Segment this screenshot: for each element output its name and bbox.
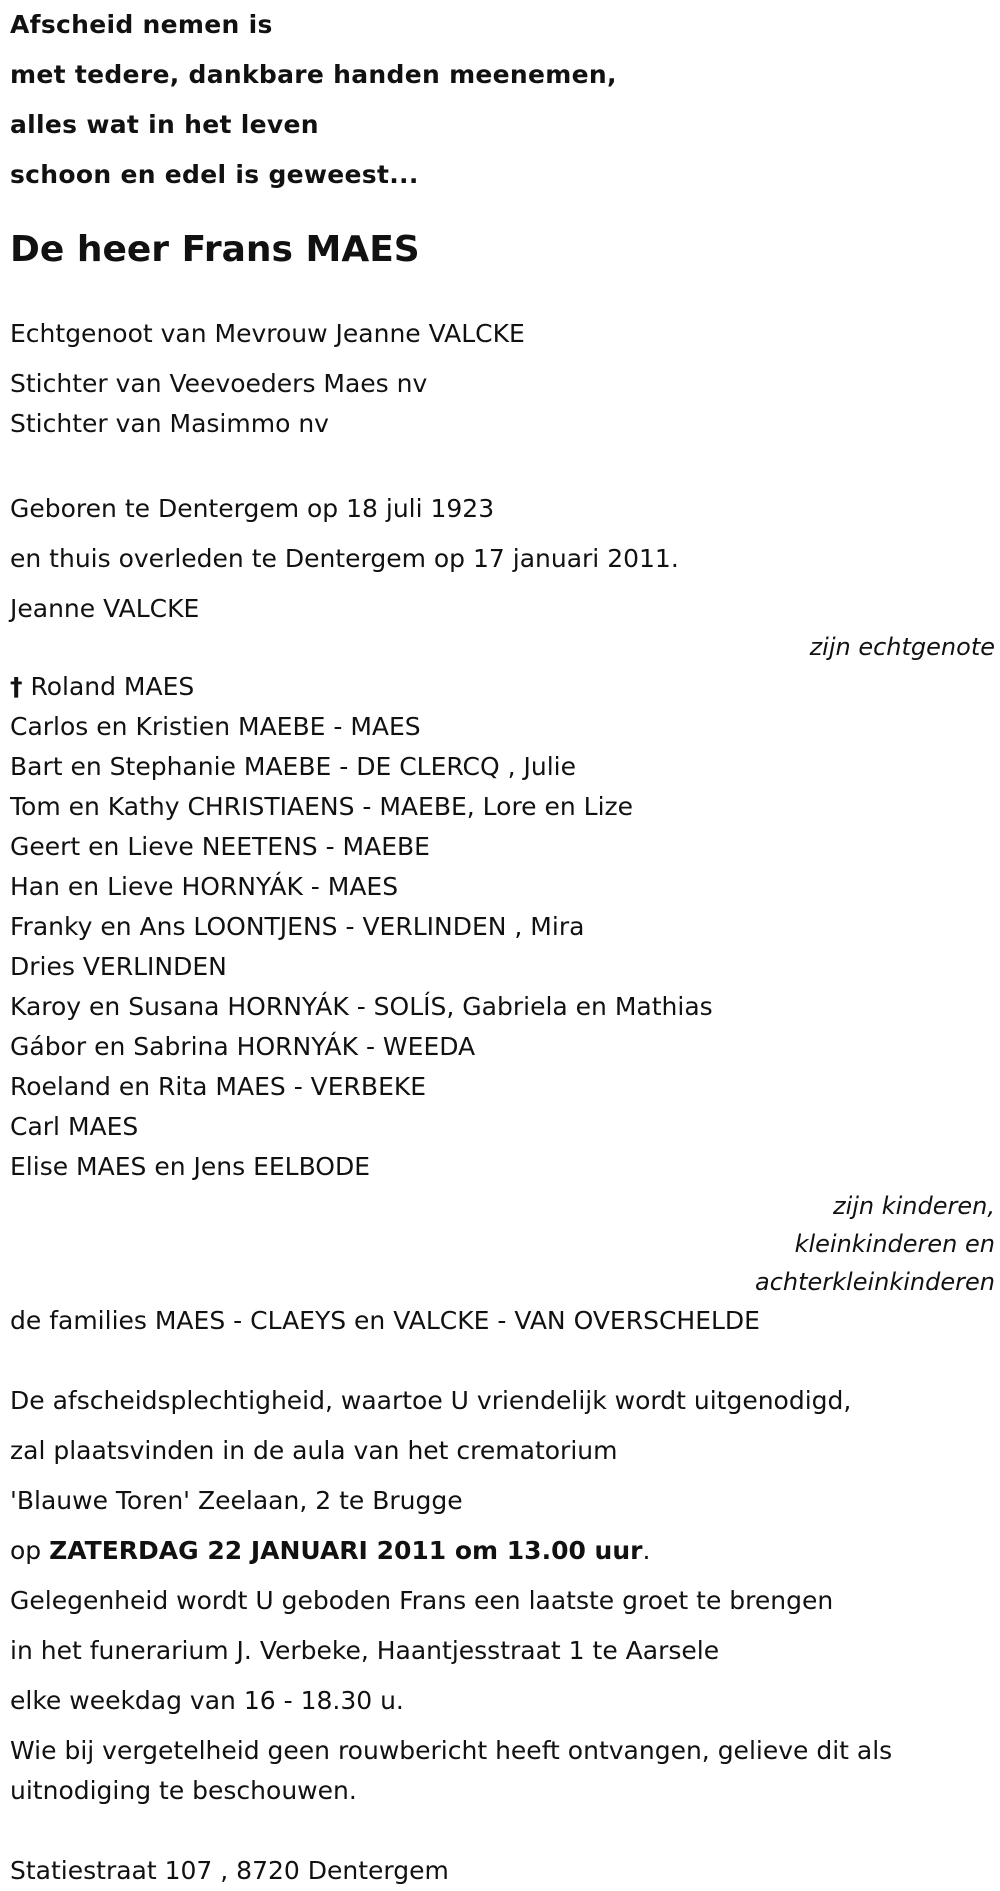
visit-line: elke weekdag van 16 - 18.30 u.	[10, 1686, 404, 1715]
poem	[10, 0, 995, 200]
page-title: De heer Frans MAES	[10, 229, 420, 270]
ceremony-line: zal plaatsvinden in de aula van het crematorium	[10, 1436, 618, 1465]
visit-line: in het funerarium J. Verbeke, Haantjesstraat 1 te Aarsele	[10, 1636, 720, 1665]
date-prefix: op	[10, 1536, 42, 1565]
spouse-name: Jeanne VALCKE	[10, 594, 200, 623]
list-item: Geert en Lieve NEETENS - MAEBE	[10, 832, 430, 861]
death-line: en thuis overleden te Dentergem op 17 januari 2011.	[10, 544, 679, 573]
child-deceased-line	[10, 667, 995, 707]
poem-line: alles wat in het leven	[10, 110, 319, 139]
ceremony-date-line	[10, 1531, 995, 1571]
spouse-line: Echtgenoot van Mevrouw Jeanne VALCKE	[10, 319, 525, 348]
list-item: Han en Lieve HORNYÁK - MAES	[10, 872, 399, 901]
poem-line: schoon en edel is geweest...	[10, 160, 419, 189]
notice-text: Wie bij vergetelheid geen rouwbericht heeft ontvangen, gelieve dit als uitnodiging te beschouwen.	[10, 1736, 893, 1805]
ceremony-line: 'Blauwe Toren' Zeelaan, 2 te Brugge	[10, 1486, 463, 1515]
spouse-role: zijn echtgenote	[809, 633, 995, 661]
child-name: Roland MAES	[30, 672, 195, 701]
list-item: Franky en Ans LOONTJENS - VERLINDEN , Mira	[10, 912, 585, 941]
founder-line: Stichter van Veevoeders Maes nv	[10, 369, 428, 398]
birth-line: Geboren te Dentergem op 18 juli 1923	[10, 494, 495, 523]
poem-line: met tedere, dankbare handen meenemen,	[10, 60, 617, 89]
list-item: Carl MAES	[10, 1112, 139, 1141]
ceremony-line: De afscheidsplechtigheid, waartoe U vriendelijk wordt uitgenodigd,	[10, 1386, 852, 1415]
list-item: Karoy en Susana HORNYÁK - SOLÍS, Gabriela en Mathias	[10, 992, 713, 1021]
children-role-line: achterkleinkinderen	[755, 1268, 995, 1296]
list-item: Carlos en Kristien MAEBE - MAES	[10, 712, 421, 741]
list-item: Bart en Stephanie MAEBE - DE CLERCQ , Julie	[10, 752, 576, 781]
visit-line: Gelegenheid wordt U geboden Frans een laatste groet te brengen	[10, 1586, 834, 1615]
list-item: Roeland en Rita MAES - VERBEKE	[10, 1072, 427, 1101]
ceremony-date: ZATERDAG 22 JANUARI 2011 om 13.00 uur	[49, 1536, 643, 1565]
address: Statiestraat 107 , 8720 Dentergem	[10, 1856, 449, 1885]
obituary-page	[10, 0, 995, 1891]
poem-line: Afscheid nemen is	[10, 10, 273, 39]
children-role-line: zijn kinderen,	[832, 1192, 995, 1220]
list-item: Tom en Kathy CHRISTIAENS - MAEBE, Lore en Lize	[10, 792, 634, 821]
families-line: de families MAES - CLAEYS en VALCKE - VAN OVERSCHELDE	[10, 1306, 760, 1335]
list-item: Elise MAES en Jens EELBODE	[10, 1152, 371, 1181]
founder-line: Stichter van Masimmo nv	[10, 409, 329, 438]
list-item: Gábor en Sabrina HORNYÁK - WEEDA	[10, 1032, 476, 1061]
cross-icon: †	[10, 672, 23, 701]
list-item: Dries VERLINDEN	[10, 952, 227, 981]
children-role	[10, 1187, 995, 1301]
date-suffix: .	[642, 1536, 651, 1565]
children-role-line: kleinkinderen en	[794, 1230, 995, 1258]
